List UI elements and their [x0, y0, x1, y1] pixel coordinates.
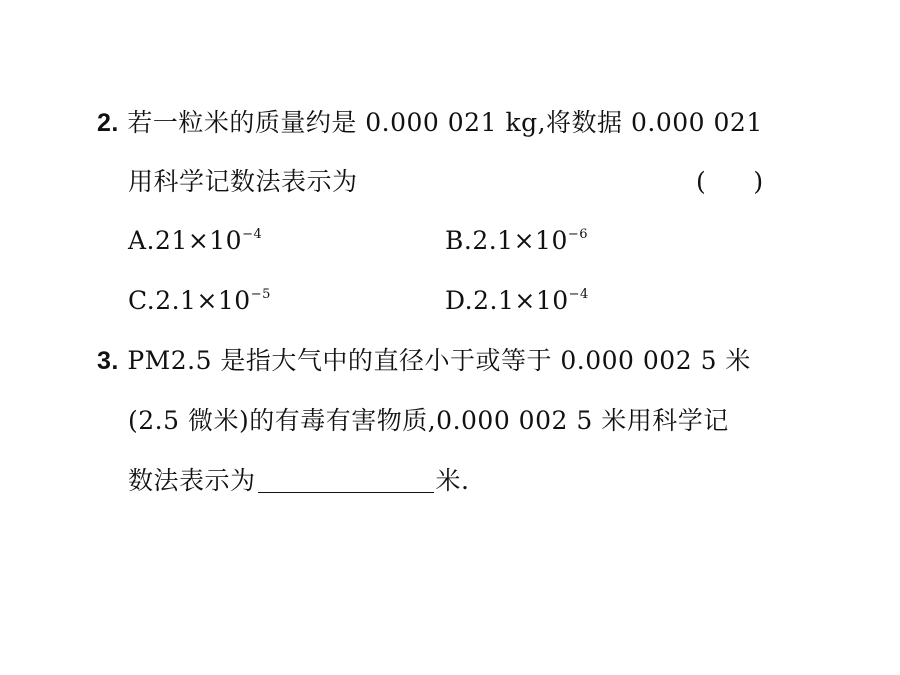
q2-option-b[interactable]	[445, 225, 588, 257]
option-d-exponent: −4	[568, 287, 589, 302]
q2-line-1	[97, 107, 763, 139]
option-c-label: C.	[128, 286, 156, 315]
q2-number: 2.	[97, 109, 119, 137]
option-b-label: B.	[445, 226, 473, 255]
option-a-label: A.	[128, 226, 156, 255]
option-d-label: D.	[445, 286, 474, 315]
q3-line-2	[128, 405, 729, 437]
option-a-exponent: −4	[242, 227, 263, 242]
q3-stem-text-end: 数法表示为	[128, 466, 256, 495]
option-c-base: 2.1×10	[155, 286, 251, 315]
q3-stem-text-cont: (2.5 微米)的有毒有害物质,0.000 002 5 米用科学记	[128, 406, 729, 435]
q3-stem-text: PM2.5 是指大气中的直径小于或等于 0.000 002 5 米	[127, 346, 751, 375]
q2-answer-parentheses[interactable]: ( )	[696, 167, 764, 196]
option-c-exponent: −5	[250, 287, 271, 302]
q3-line-3	[128, 465, 469, 497]
q2-option-c[interactable]	[128, 285, 271, 317]
option-b-base: 2.1×10	[472, 226, 568, 255]
option-b-exponent: −6	[567, 227, 589, 242]
q3-line-1	[97, 345, 751, 377]
q2-line-2	[128, 166, 358, 198]
option-d-base: 2.1×10	[473, 286, 569, 315]
q3-number: 3.	[97, 347, 119, 375]
q3-unit-text: 米.	[435, 466, 470, 495]
q2-option-d[interactable]	[445, 285, 589, 317]
option-a-base: 21×10	[155, 226, 243, 255]
q3-answer-blank[interactable]	[258, 468, 434, 493]
q2-option-a[interactable]	[128, 225, 262, 257]
q2-stem-text-cont: 用科学记数法表示为	[128, 167, 358, 196]
q2-stem-text: 若一粒米的质量约是 0.000 021 kg,将数据 0.000 021	[127, 108, 763, 137]
